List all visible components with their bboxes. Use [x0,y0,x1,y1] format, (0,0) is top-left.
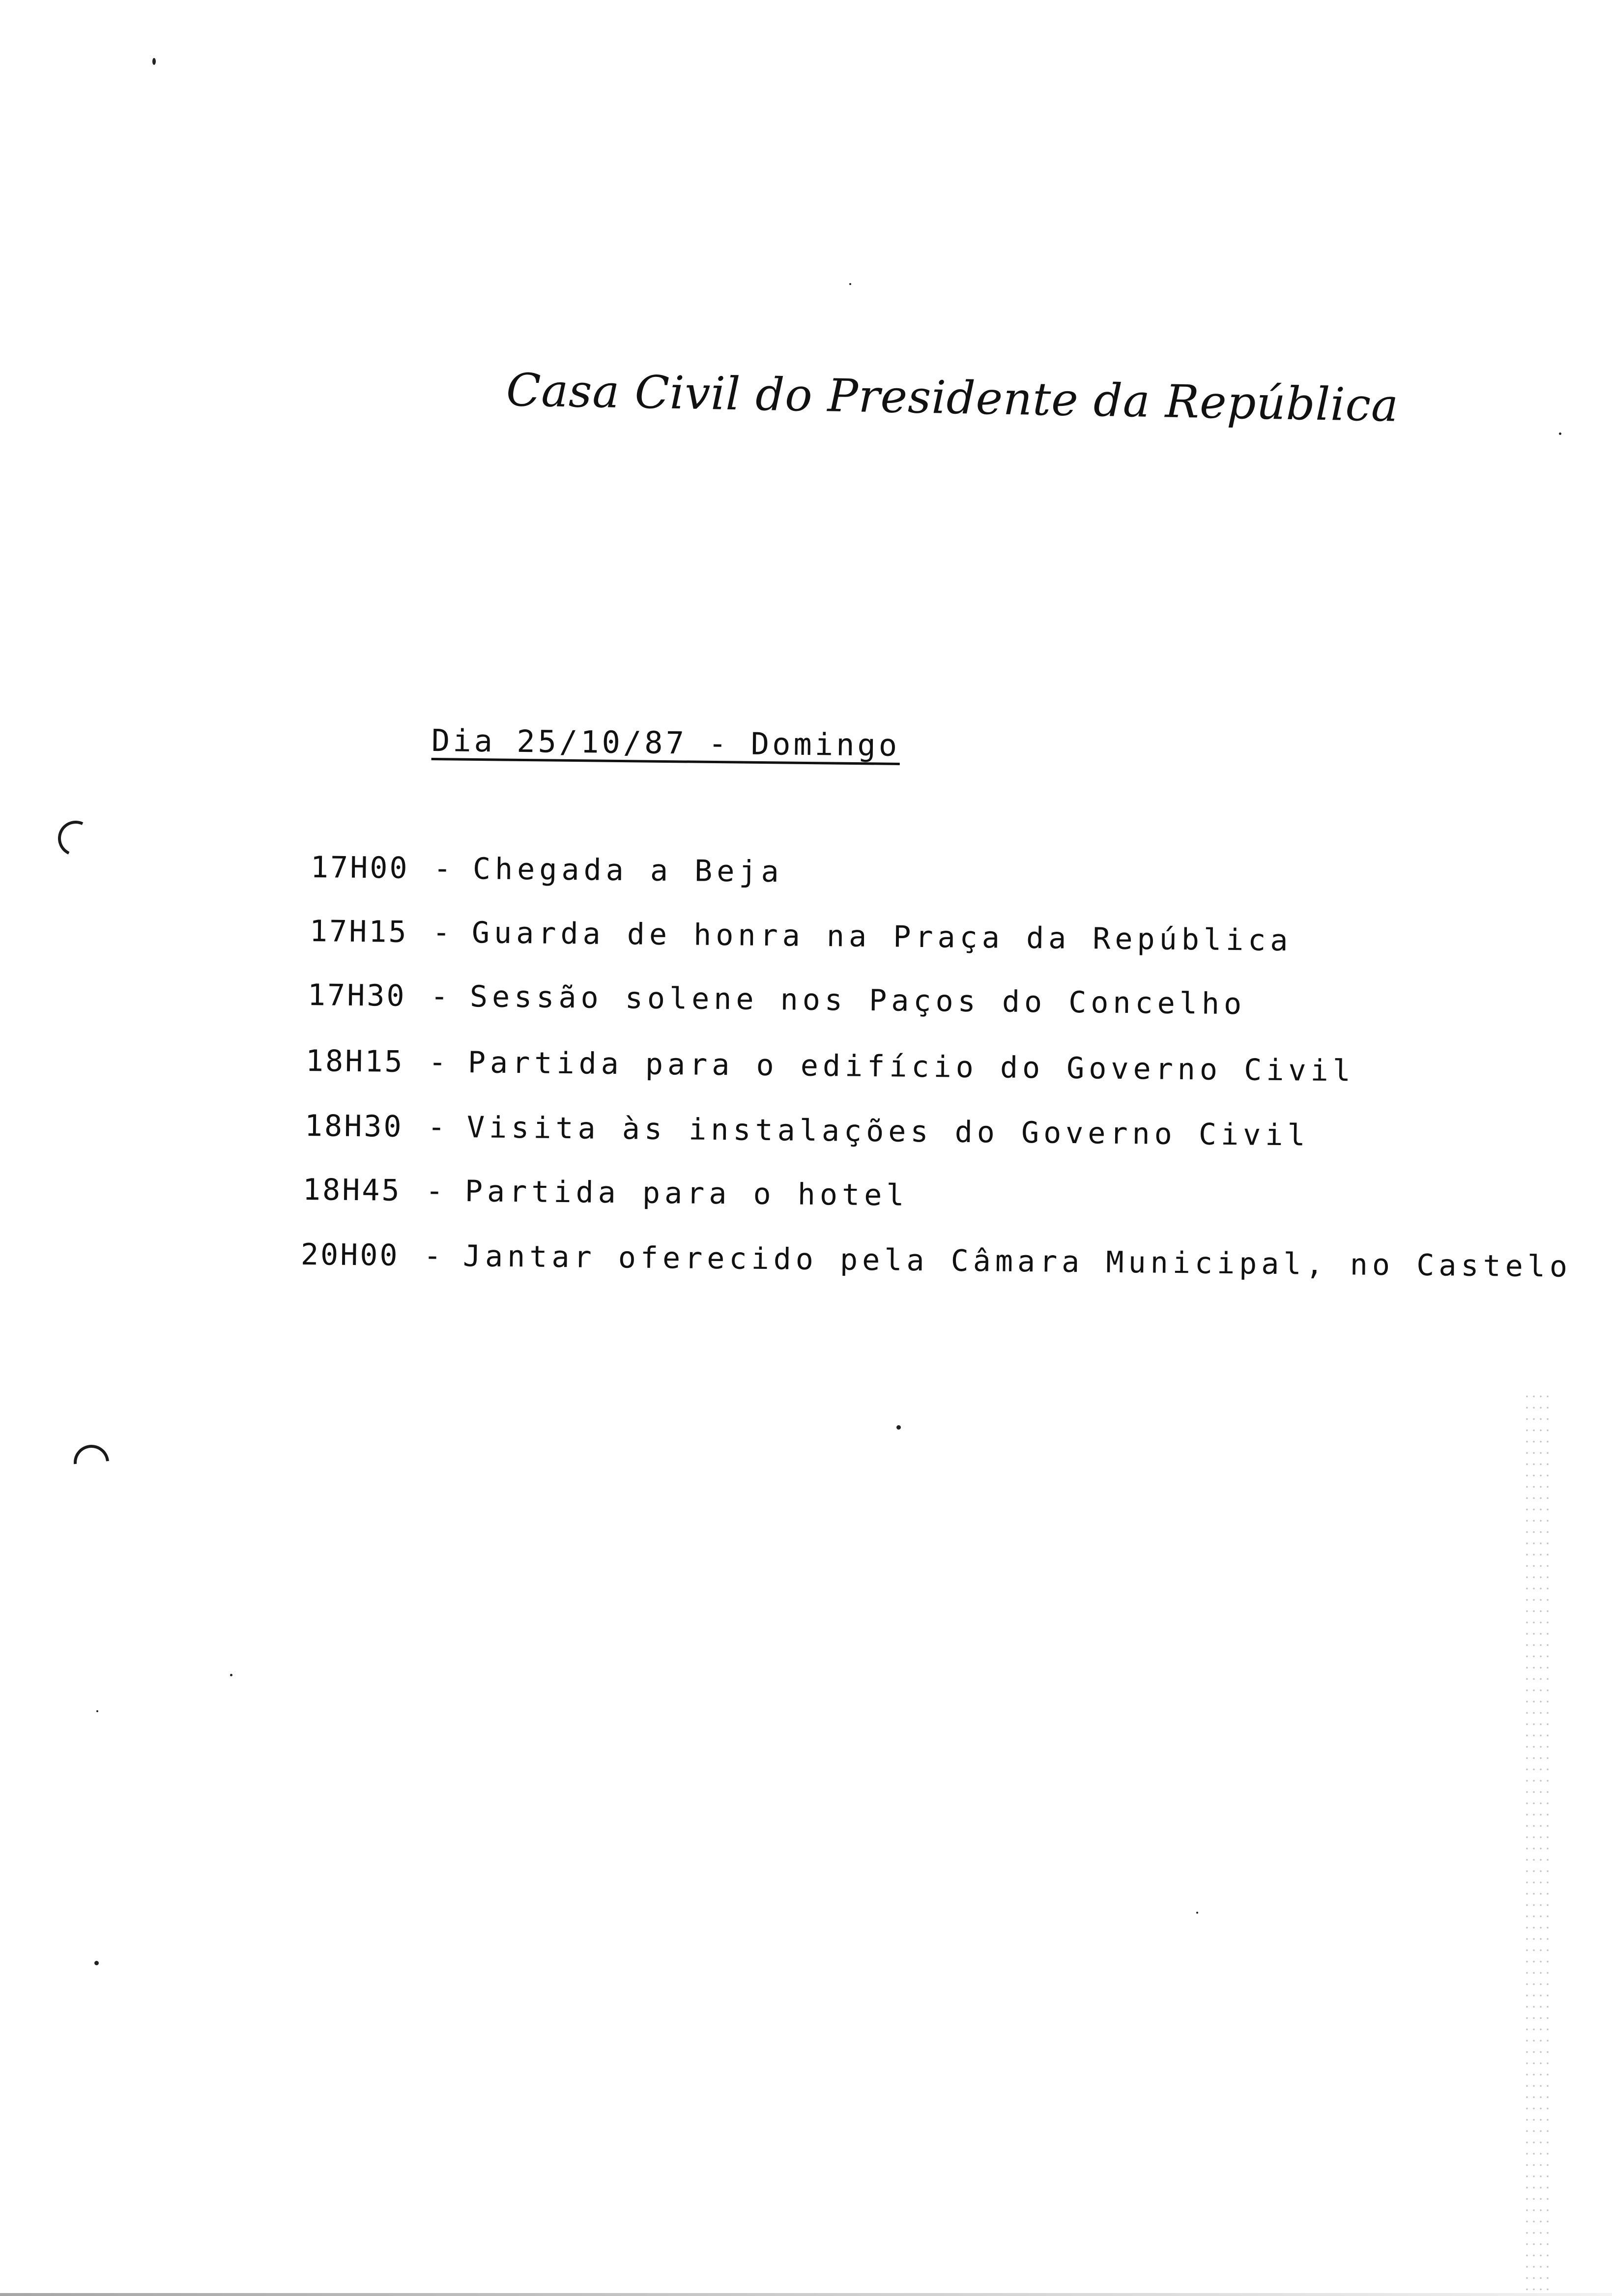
schedule-dash: - [432,915,455,950]
schedule-time: 18H45 [302,1173,402,1208]
schedule-time: 18H15 [305,1044,404,1079]
schedule-dash: - [423,1238,446,1273]
scan-noise-band [1524,1391,1553,2295]
schedule-item [305,1109,1310,1153]
schedule-event: Sessão solene nos Paços do Concelho [469,979,1246,1022]
schedule-item [303,1173,909,1213]
schedule-time: 20H00 [300,1237,400,1273]
schedule-time: 17H00 [310,850,409,886]
schedule-dash: - [430,979,453,1014]
scan-speck [896,1425,901,1430]
schedule-dash: - [427,1110,450,1145]
schedule-event: Guarda de honra na Praça da República [471,916,1293,958]
schedule-dash: - [428,1045,451,1080]
schedule-event: Partida para o hotel [464,1174,909,1213]
schedule-event: Partida para o edifício do Governo Civil [467,1045,1355,1089]
schedule-event: Chegada a Beja [472,852,784,890]
schedule-event: Jantar oferecido pela Câmara Municipal, no Castelo [462,1239,1572,1284]
schedule-item [311,850,783,889]
punch-hole-mark [66,1437,116,1487]
schedule-dash: - [425,1174,448,1208]
scan-speck [1559,432,1561,435]
schedule-dash: - [433,851,456,886]
schedule-item [310,914,1293,958]
scan-speck [849,283,851,285]
schedule-event: Visita às instalações do Governo Civil [466,1110,1310,1153]
punch-hole-mark [53,816,98,861]
scan-edge [0,2293,1612,2296]
schedule-time: 17H30 [307,978,406,1013]
scan-speck [230,1674,232,1676]
schedule-item [308,978,1246,1021]
schedule-time: 17H15 [309,914,408,949]
scan-speck [152,58,156,65]
schedule-item [306,1044,1355,1088]
scan-speck [96,1710,98,1712]
scan-speck [1196,1912,1198,1914]
letterhead: Casa Civil do Presidente da República [506,364,1399,432]
scan-speck [94,1961,99,1965]
schedule-item [301,1237,1572,1284]
schedule-time: 18H30 [304,1109,403,1144]
day-heading: Dia 25/10/87 - Domingo [431,722,900,763]
